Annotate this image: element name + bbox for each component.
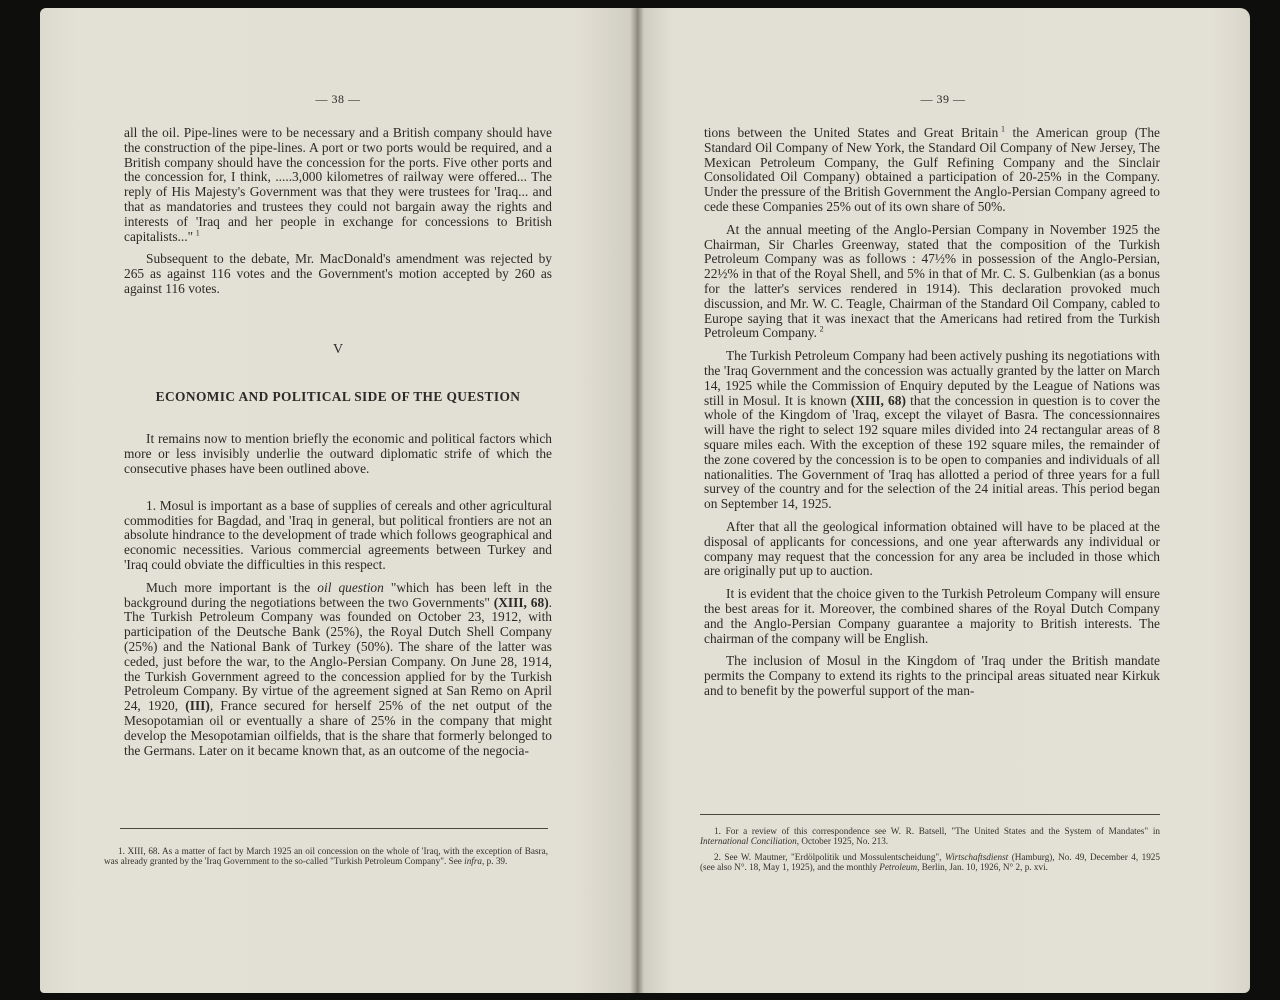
footnote-text-end: , p. 39. [482, 856, 508, 866]
annual-meeting-paragraph [704, 223, 1160, 341]
para-text: tions between the United States and Great Britain [704, 125, 999, 140]
footnote-text-end: , Berlin, Jan. 10, 1926, N° 2, p. xvi. [917, 862, 1048, 872]
para-text: At the annual meeting of the Anglo-Persian Company in November 1925 the Chairman, Sir Charles Greenway, stated that the composition of the Turkish Petroleum Company was as follows : 47½% in possession of the Anglo-Persian, 22½% in that of the Royal Shell, and 5% in that of Mr. C. S. Gulbenkian (as a bonus for the latter's services rendered in 1914). This declaration provoked much discussion, and Mr. W. C. Teagle, Chairman of the Standard Oil Company, cabled to Europe saying that it was inexact that the Americans had retired from the Turkish Petroleum Company. [704, 221, 1160, 341]
continuation-paragraph [704, 126, 1160, 215]
para-text-end: that the concession in question is to cover the whole of the Kingdom of 'Iraq, except the vilayet of Basra. The concessionnaires will have the right to select 192 square miles divided into 24 rectangular areas of 8 square miles each. With the exception of these 192 square miles, the remainder of the zone covered by the concession is to be open to companies and individuals of all nationalities. The Government of 'Iraq has allotted a period of three years for a full survey of the country and for the selection of the 24 initial areas. This period began on September 14, 1925. [704, 392, 1161, 512]
concession-paragraph [704, 349, 1160, 512]
footnote-marker: 2 [819, 324, 824, 334]
oil-question-paragraph [124, 581, 552, 759]
oil-text-start: Much more important is the [146, 579, 318, 595]
right-text-column [704, 126, 1160, 699]
section-heading: ECONOMIC AND POLITICAL SIDE OF THE QUESTION [155, 388, 521, 404]
page-number-left: — 38 — [315, 92, 361, 106]
para-text: The Turkish Petroleum Company had been actively pushing its negotiations with the 'Iraq Government and the concession was actually granted by the latter on March 14, 1925 while the Commission of Enquiry deputed by the League of Nations was still in Mosul. It is known [704, 348, 1160, 408]
footnote-text: 1. XIII, 68. As a matter of fact by March 1925 an oil concession on the whole of 'Iraq, with the exception of Basra, was already granted by the 'Iraq Government to the so-called "Turkish Petroleum Company". See [104, 846, 548, 866]
quote-text: all the oil. Pipe-lines were to be necessary and a British company should have the construction of the pipe-lines. A port or two ports would be required, and a British company should have the concession for the ports. Five other ports and the concession for, I think, .....3,000 kilometres of railway were offered... The reply of His Majesty's Government was that they were trustees for 'Iraq... and that as mandatories and trustees they could not bargain away the rights and interests of 'Iraq and her people in exchange for concessions to British capitalists..." [124, 125, 552, 244]
para-text-end: the American group (The Standard Oil Company of New York, the Standard Oil Company of New Jersey, The Mexican Petroleum Company, the Gulf Refining Company and the Sinclair Consolidated Oil Company) obtained a participation of 20-25% in the Company. Under the pressure of the British Government the Anglo-Persian Company agreed to cede these Companies 25% out of its own share of 50%. [704, 125, 1160, 214]
footnote-text-middle: (Hamburg), No. 49, December 4, 1925 (see also N°. 18, May 1, 1925), and the monthly [700, 852, 1160, 872]
footnote-1 [700, 826, 1160, 846]
reference-xiii: (XIII, 68) [493, 594, 549, 610]
mosul-inclusion-paragraph: The inclusion of Mosul in the Kingdom of 'Iraq under the British mandate permits the Company to extend its rights to the principal areas situated near Kirkuk and to benefit by the powerful support of the man- [704, 653, 1160, 698]
footnote-italic: Wirtschaftsdienst [944, 852, 1009, 862]
page-number-right: — 39 — [920, 92, 966, 106]
footnote-1 [104, 846, 548, 866]
oil-text-quote: "which has been left in the background during the negotiations between the two Governments" [124, 579, 552, 610]
footnote-divider [120, 828, 548, 829]
choice-paragraph: It is evident that the choice given to the Turkish Petroleum Company will ensure the best areas for it. Moreover, the combined shares of the Royal Dutch Company and the Anglo-Persian Company guarantee a majority to British interests. The chairman of the company will be English. [704, 586, 1160, 646]
point-one-paragraph: 1. Mosul is important as a base of supplies of cereals and other agricultural commodities for Bagdad, and 'Iraq in general, but political frontiers are not an absolute hindrance to the development of trade which follows geographical and economic necessities. Various commercial agreements between Turkey and 'Iraq could obviate the difficulties in this respect. [124, 497, 552, 572]
section-numeral: V [332, 341, 344, 357]
oil-question-emphasis: oil question [317, 579, 384, 595]
right-footnotes [700, 826, 1160, 878]
right-page [636, 8, 1250, 993]
footnote-text-end: , October 1925, No. 213. [796, 836, 889, 846]
footnote-italic-2: Petroleum [879, 862, 918, 872]
footnote-italic: infra [464, 856, 483, 866]
oil-text-end: , France secured for herself 25% of the net output of the Mesopotamian oil or eventually a share of 25% in the company that might develop the Mesopotamian oilfields, that is the share that formerly belonged to the Germans. Later on it became known that, as an outcome of the negocia- [124, 698, 552, 758]
footnote-divider [700, 814, 1160, 815]
intro-paragraph: It remains now to mention briefly the economic and political factors which more or less invisibly underlie the outward diplomatic strife of which the consecutive phases have been outlined above. [124, 431, 552, 476]
oil-text-middle: . The Turkish Petroleum Company was founded on October 23, 1912, with participation of the Deutsche Bank (25%), the Royal Dutch Shell Company (25%) and the National Bank of Turkey (50%). The share of the latter was ceded, just before the war, to the Anglo-Persian Company. On June 28, 1914, the Turkish Government agreed to the concession applied for by the Turkish Petroleum Company. By virtue of the agreement signed at San Remo on April 24, 1920, [124, 594, 553, 714]
geological-paragraph: After that all the geological information obtained will have to be placed at the disposal of applicants for concessions, and one year afterwards any individual or company may request that the concession for any area be included in those which are originally put up to auction. [704, 518, 1160, 579]
footnote-italic: International Conciliation [700, 836, 797, 846]
left-text-column [124, 126, 552, 758]
footnote-marker: 1 [1001, 124, 1005, 134]
footnote-2 [700, 852, 1160, 872]
quote-paragraph [124, 126, 552, 244]
footnote-text: 2. See W. Mautner, "Erdölpolitik und Mossulentscheidung", [714, 852, 945, 862]
reference-xiii: (XIII, 68) [850, 392, 906, 408]
debate-paragraph: Subsequent to the debate, Mr. MacDonald's amendment was rejected by 265 as against 116 votes and the Government's motion accepted by 260 as against 116 votes. [124, 251, 552, 296]
reference-iii: (III) [185, 698, 210, 714]
left-footnotes [104, 846, 548, 872]
footnote-marker: 1 [195, 228, 200, 238]
footnote-text: 1. For a review of this correspondence see W. R. Batsell, "The United States and the System of Mandates" in [714, 826, 1160, 836]
left-page [40, 8, 636, 993]
